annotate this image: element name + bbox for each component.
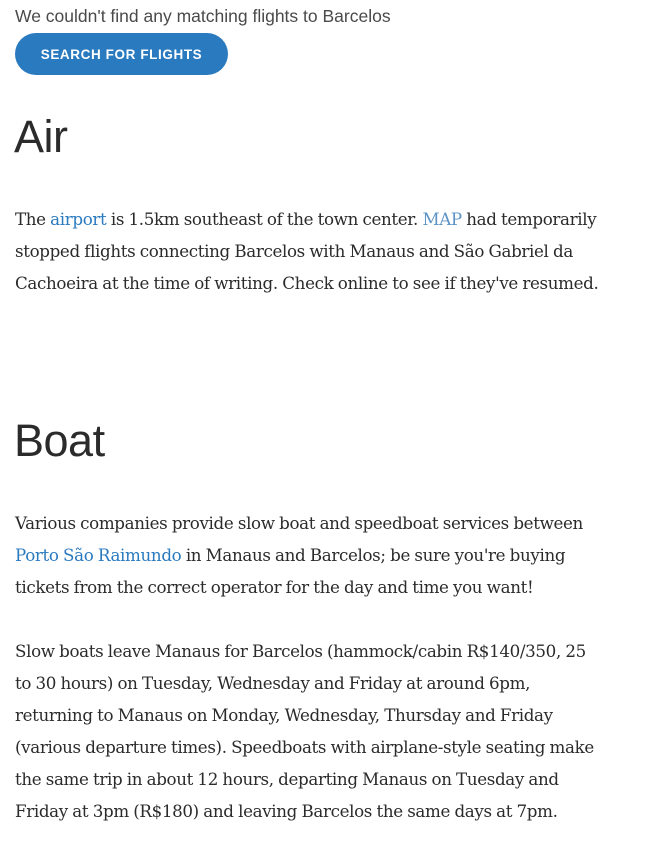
air-line-2: stopped flights connecting Barcelos with Manaus and São Gabriel da xyxy=(15,241,573,261)
map-link[interactable]: MAP xyxy=(422,209,462,229)
section-heading-boat: Boat xyxy=(14,415,105,466)
airport-link[interactable]: airport xyxy=(50,209,107,229)
boat-paragraph-1 xyxy=(15,507,645,603)
boat-p1-line-1: Various companies provide slow boat and speedboat services between xyxy=(15,513,583,533)
text-run: The xyxy=(15,209,51,229)
boat-p2-line-4: (various departure times). Speedboats with airplane-style seating make xyxy=(15,737,594,757)
section-heading-air: Air xyxy=(14,111,68,162)
boat-p1-line-3: tickets from the correct operator for the day and time you want! xyxy=(15,577,534,597)
air-line-1 xyxy=(15,203,645,235)
search-flights-button[interactable]: SEARCH FOR FLIGHTS xyxy=(15,33,228,75)
text-run: in Manaus and Barcelos; be sure you're buying xyxy=(181,545,566,565)
boat-p1-line-2 xyxy=(15,539,645,571)
boat-p2-line-6: Friday at 3pm (R$180) and leaving Barcelos the same days at 7pm. xyxy=(15,801,558,821)
air-line-3: Cachoeira at the time of writing. Check online to see if they've resumed. xyxy=(15,273,599,293)
porto-sao-raimundo-link[interactable]: Porto São Raimundo xyxy=(15,545,182,565)
air-paragraph xyxy=(15,203,645,299)
boat-p2-line-1: Slow boats leave Manaus for Barcelos (hammock/cabin R$140/350, 25 xyxy=(15,641,586,661)
boat-p2-line-2: to 30 hours) on Tuesday, Wednesday and Friday at around 6pm, xyxy=(15,673,531,693)
boat-p2-line-5: the same trip in about 12 hours, departing Manaus on Tuesday and xyxy=(15,769,559,789)
no-flights-message: We couldn't find any matching flights to Barcelos xyxy=(15,6,391,26)
boat-paragraph-2 xyxy=(15,635,645,827)
boat-p2-line-3: returning to Manaus on Monday, Wednesday, Thursday and Friday xyxy=(15,705,553,725)
text-run: had temporarily xyxy=(461,209,597,229)
text-run: is 1.5km southeast of the town center. xyxy=(106,209,423,229)
